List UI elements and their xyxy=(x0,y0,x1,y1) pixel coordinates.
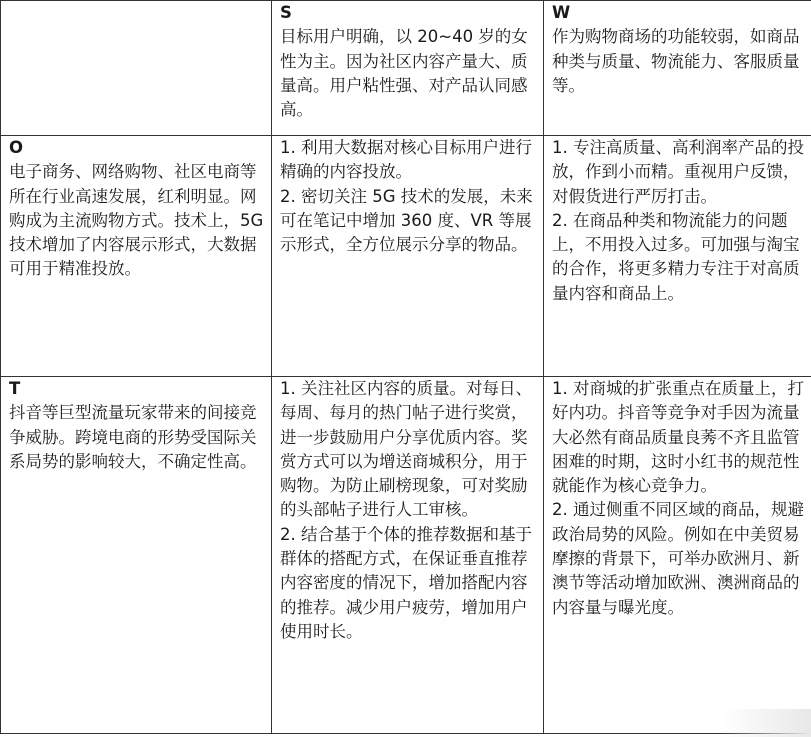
weaknesses-cell xyxy=(544,1,811,136)
wt-strategy-2: 2. 通过侧重不同区域的商品，规避政治局势的风险。例如在中美贸易摩擦的背景下，可举办欧洲月、新澳节等活动增加欧洲、澳洲商品的内容量与曝光度。 xyxy=(552,500,804,617)
weaknesses-label: W xyxy=(552,3,571,22)
threats-cell xyxy=(1,377,272,734)
threats-text: 抖音等巨型流量玩家带来的间接竞争威胁。跨境电商的形势受国际关系局势的影响较大，不确定性高。 xyxy=(9,403,257,471)
so-strategy-2: 2. 密切关注 5G 技术的发展，未来可在笔记中增加 360 度、VR 等展示形式，全方位展示分享的物品。 xyxy=(280,186,533,255)
strengths-text: 目标用户明确，以 20~40 岁的女性为主。因为社区内容产量大、质量高。用户粘性强、对产品认同感高。 xyxy=(280,27,528,120)
wo-strategy-2: 2. 在商品种类和物流能力的问题上，不用投入过多。可加强与淘宝的合作，将更多精力专注于对高质量内容和商品上。 xyxy=(552,210,800,303)
st-strategy-1: 1. 关注社区内容的质量。对每日、每周、每月的热门帖子进行奖赏，进一步鼓励用户分享优质内容。奖赏方式可以为增送商城积分，用于购物。为防止刷榜现象，可对奖励的头部帖子进行人工审核。 xyxy=(280,379,532,520)
wt-strategy-cell xyxy=(544,377,811,734)
opportunities-cell xyxy=(1,136,272,377)
wo-strategy-cell xyxy=(544,136,811,377)
threats-label: T xyxy=(9,379,21,398)
so-strategy-cell xyxy=(272,136,544,377)
st-strategy-cell xyxy=(272,377,544,734)
weaknesses-text: 作为购物商场的功能较弱，如商品种类与质量、物流能力、客服质量等。 xyxy=(552,27,800,95)
threats-row xyxy=(1,377,811,734)
strengths-cell xyxy=(272,1,544,136)
wo-strategy-1: 1. 专注高质量、高利润率产品的投放，作到小而精。重视用户反馈，对假货进行严厉打击。 xyxy=(552,138,804,206)
st-strategy-2: 2. 结合基于个体的推荐数据和基于群体的搭配方式，在保证垂直推荐内容密度的情况下，增加搭配内容的推荐。减少用户疲劳，增加用户使用时长。 xyxy=(280,524,532,641)
corner-cell xyxy=(1,1,272,136)
blurred-watermark xyxy=(721,709,811,737)
header-row xyxy=(1,1,811,136)
strengths-label: S xyxy=(280,3,292,22)
so-strategy-1: 1. 利用大数据对核心目标用户进行精确的内容投放。 xyxy=(280,138,532,182)
wt-strategy-1: 1. 对商城的扩张重点在质量上，打好内功。抖音等竞争对手因为流量大必然有商品质量良莠不齐且监管困难的时期，这时小红书的规范性就能作为核心竞争力。 xyxy=(552,379,804,496)
opportunities-text: 电子商务、网络购物、社区电商等所在行业高速发展，红利明显。网购成为主流购物方式。技术上，5G 技术增加了内容展示形式，大数据可用于精准投放。 xyxy=(9,162,264,279)
opportunities-row xyxy=(1,136,811,377)
opportunities-label: O xyxy=(9,138,24,157)
